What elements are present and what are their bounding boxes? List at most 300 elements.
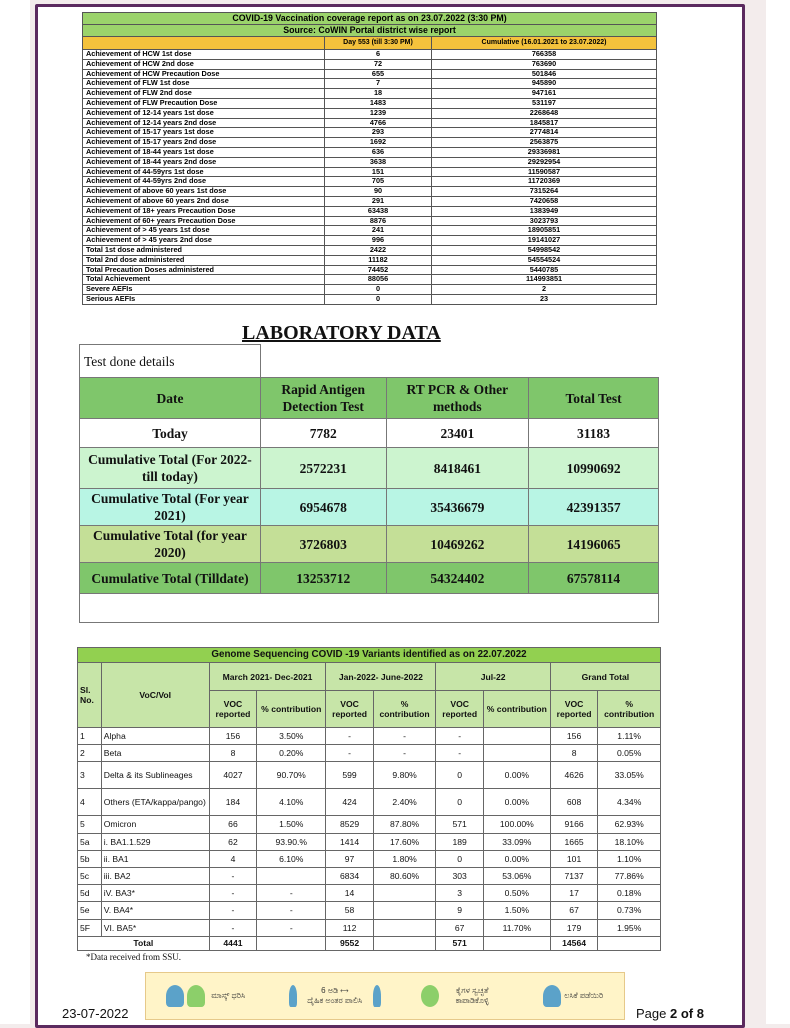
vacc-row xyxy=(83,216,657,226)
genome-cell-voc: 4 xyxy=(209,850,257,867)
genome-cell-pct: 33.09% xyxy=(483,833,550,850)
vacc-cell-day: 996 xyxy=(325,236,432,246)
vacc-cell-cumulative: 2774814 xyxy=(432,128,657,138)
genome-cell-voc: 424 xyxy=(326,789,374,816)
genome-cell-variant: V. BA4* xyxy=(101,902,209,919)
genome-sub-pct: % contribution xyxy=(483,691,550,728)
vacc-cell-cumulative: 54554524 xyxy=(432,255,657,265)
genome-cell-voc: 8529 xyxy=(326,816,374,833)
banner-distance-label: ದೈಹಿಕ ಅಂತರ ಪಾಲಿಸಿ xyxy=(307,996,363,1005)
genome-cell-voc: 599 xyxy=(326,762,374,789)
lab-row-label: Cumulative Total (for year 2020) xyxy=(80,526,261,563)
vacc-cell-day: 151 xyxy=(325,167,432,177)
vacc-cell-day: 2422 xyxy=(325,245,432,255)
genome-total-cell xyxy=(257,936,326,950)
vacc-cell-day: 0 xyxy=(325,294,432,304)
genome-cell-voc: - xyxy=(209,902,257,919)
banner-mask-group xyxy=(166,985,248,1007)
genome-cell-pct: 17.60% xyxy=(373,833,436,850)
genome-cell-voc: 9166 xyxy=(550,816,598,833)
vacc-cell-cumulative: 114993851 xyxy=(432,275,657,285)
vacc-row xyxy=(83,138,657,148)
genome-total-cell: 14564 xyxy=(550,936,598,950)
vaccination-source: Source: CoWIN Portal district wise report xyxy=(83,25,657,37)
genome-cell-variant: Others (ETA/kappa/pango) xyxy=(101,789,209,816)
genome-cell-pct: 80.60% xyxy=(373,867,436,884)
vacc-cell-cumulative: 19141027 xyxy=(432,236,657,246)
genome-cell-voc: 6834 xyxy=(326,867,374,884)
vacc-row xyxy=(83,50,657,60)
lab-caption-blank xyxy=(260,345,658,378)
genome-cell-voc: 9 xyxy=(436,902,484,919)
genome-cell-voc: 8 xyxy=(550,745,598,762)
footer-page-number xyxy=(636,1006,704,1021)
lab-cell-total: 67578114 xyxy=(529,563,659,594)
genome-row xyxy=(78,762,661,789)
vacc-cell-day: 8876 xyxy=(325,216,432,226)
vacc-cell-cumulative: 5440785 xyxy=(432,265,657,275)
vaccination-table xyxy=(82,12,657,305)
genome-cell-pct: 1.80% xyxy=(373,850,436,867)
banner-distance-text: 6 ಅಡಿ ⟷ ದೈಹಿಕ ಅಂತರ ಪಾಲಿಸಿ xyxy=(307,986,363,1005)
banner-vaccine-group xyxy=(543,985,604,1007)
banner-mask-text: ಮಾಸ್ಕ್ ಧರಿಸಿ xyxy=(211,991,246,1000)
genome-cell-voc: 571 xyxy=(436,816,484,833)
genome-cell-sl: 3 xyxy=(78,762,102,789)
genome-cell-pct: 87.80% xyxy=(373,816,436,833)
genome-cell-voc: 156 xyxy=(209,728,257,745)
genome-cell-pct: 4.10% xyxy=(257,789,326,816)
genome-cell-pct: 100.00% xyxy=(483,816,550,833)
genome-total-row xyxy=(78,936,661,950)
genome-sub-pct: % contribution xyxy=(373,691,436,728)
genome-cell-voc: 3 xyxy=(436,885,484,902)
genome-cell-pct: 4.34% xyxy=(598,789,661,816)
genome-cell-variant: ii. BA1 xyxy=(101,850,209,867)
vacc-cell-cumulative: 763690 xyxy=(432,59,657,69)
vacc-row-label: Achievement of 15-17 years 1st dose xyxy=(83,128,325,138)
genome-cell-pct: 90.70% xyxy=(257,762,326,789)
genome-cell-pct: 18.10% xyxy=(598,833,661,850)
vacc-cell-cumulative: 54998542 xyxy=(432,245,657,255)
genome-row xyxy=(78,902,661,919)
genome-cell-variant: Omicron xyxy=(101,816,209,833)
vacc-row xyxy=(83,98,657,108)
genome-row xyxy=(78,745,661,762)
vacc-row-label: Achievement of above 60 years 1st dose xyxy=(83,187,325,197)
lab-cell-rtpcr: 35436679 xyxy=(386,489,529,526)
lab-cell-rat: 13253712 xyxy=(260,563,386,594)
genome-row xyxy=(78,885,661,902)
genome-header-period: Jul-22 xyxy=(436,663,550,691)
genome-cell-voc: 4626 xyxy=(550,762,598,789)
vacc-cell-cumulative: 2563875 xyxy=(432,138,657,148)
vacc-row xyxy=(83,89,657,99)
footer-date: 23-07-2022 xyxy=(62,1006,129,1021)
person-icon xyxy=(289,985,297,1007)
vacc-row xyxy=(83,157,657,167)
genome-header-period: Jan-2022- June-2022 xyxy=(326,663,436,691)
vacc-cell-day: 1239 xyxy=(325,108,432,118)
genome-cell-pct: 93.90.% xyxy=(257,833,326,850)
genome-cell-voc: 303 xyxy=(436,867,484,884)
genome-cell-variant: Alpha xyxy=(101,728,209,745)
genome-cell-voc: 1414 xyxy=(326,833,374,850)
genome-cell-pct: - xyxy=(257,919,326,936)
vacc-cell-cumulative: 2268648 xyxy=(432,108,657,118)
genome-cell-pct: - xyxy=(373,728,436,745)
genome-total-label: Total xyxy=(78,936,210,950)
right-margin xyxy=(766,0,790,1024)
banner-distance-group xyxy=(289,985,381,1007)
lab-cell-rat: 6954678 xyxy=(260,489,386,526)
genome-cell-pct: 0.00% xyxy=(483,850,550,867)
vacc-row-label: Achievement of > 45 years 2nd dose xyxy=(83,236,325,246)
vacc-row xyxy=(83,108,657,118)
genome-cell-pct: - xyxy=(257,885,326,902)
vacc-row-label: Achievement of 18-44 years 1st dose xyxy=(83,147,325,157)
genome-cell-pct xyxy=(373,902,436,919)
genome-cell-pct: 0.00% xyxy=(483,762,550,789)
genome-cell-voc: 97 xyxy=(326,850,374,867)
genome-cell-pct: 0.18% xyxy=(598,885,661,902)
genome-cell-variant: VI. BA5* xyxy=(101,919,209,936)
lab-cell-rtpcr: 10469262 xyxy=(386,526,529,563)
genome-cell-pct: 0.50% xyxy=(483,885,550,902)
vacc-row-label: Achievement of 18+ years Precaution Dose xyxy=(83,206,325,216)
vacc-row xyxy=(83,275,657,285)
lab-caption: Test done details xyxy=(80,345,261,378)
genome-cell-sl: 5c xyxy=(78,867,102,884)
person-mask-icon xyxy=(166,985,184,1007)
lab-cell-total: 42391357 xyxy=(529,489,659,526)
genome-row xyxy=(78,850,661,867)
hand-wash-icon xyxy=(421,985,439,1007)
vacc-row xyxy=(83,167,657,177)
vacc-cell-cumulative: 1845817 xyxy=(432,118,657,128)
genome-cell-voc: 67 xyxy=(436,919,484,936)
vacc-cell-day: 74452 xyxy=(325,265,432,275)
vacc-row xyxy=(83,226,657,236)
genome-cell-sl: 5d xyxy=(78,885,102,902)
genome-cell-voc: 17 xyxy=(550,885,598,902)
genome-cell-pct: 11.70% xyxy=(483,919,550,936)
genome-header-period: March 2021- Dec-2021 xyxy=(209,663,326,691)
vacc-cell-day: 72 xyxy=(325,59,432,69)
genome-cell-variant: iii. BA2 xyxy=(101,867,209,884)
footer-page-prefix: Page xyxy=(636,1006,667,1021)
genome-cell-voc: - xyxy=(436,745,484,762)
genome-sub-voc: VOC reported xyxy=(550,691,598,728)
vacc-row xyxy=(83,177,657,187)
genome-header-sl: Sl. No. xyxy=(78,663,102,728)
genome-cell-sl: 5 xyxy=(78,816,102,833)
banner-vaccine-text: ಲಸಿಕೆ ಪಡೆಯಿರಿ xyxy=(564,991,604,1000)
vacc-cell-day: 4766 xyxy=(325,118,432,128)
genome-cell-voc: 0 xyxy=(436,762,484,789)
vacc-cell-cumulative: 23 xyxy=(432,294,657,304)
vacc-row-label: Total 1st dose administered xyxy=(83,245,325,255)
genome-sub-pct: % contribution xyxy=(598,691,661,728)
genome-cell-pct: 62.93% xyxy=(598,816,661,833)
vacc-row xyxy=(83,206,657,216)
vacc-cell-cumulative: 29336981 xyxy=(432,147,657,157)
genome-row xyxy=(78,919,661,936)
vacc-cell-day: 291 xyxy=(325,196,432,206)
footer-page-of: of xyxy=(680,1006,694,1021)
footer-page-total: 8 xyxy=(696,1006,704,1021)
genome-cell-variant: Delta & its Sublineages xyxy=(101,762,209,789)
genome-cell-pct: 1.50% xyxy=(483,902,550,919)
genome-cell-pct xyxy=(257,867,326,884)
vacc-row xyxy=(83,118,657,128)
genome-cell-pct: - xyxy=(373,745,436,762)
genome-cell-voc: 156 xyxy=(550,728,598,745)
genome-sub-voc: VOC reported xyxy=(436,691,484,728)
vacc-row-label: Achievement of HCW 1st dose xyxy=(83,50,325,60)
genome-cell-sl: 5F xyxy=(78,919,102,936)
vacc-cell-cumulative: 3023793 xyxy=(432,216,657,226)
vacc-row xyxy=(83,79,657,89)
person-icon xyxy=(373,985,381,1007)
genome-row xyxy=(78,789,661,816)
genome-cell-voc: 608 xyxy=(550,789,598,816)
vacc-cell-cumulative: 531197 xyxy=(432,98,657,108)
vacc-row-label: Achievement of above 60 years 2nd dose xyxy=(83,196,325,206)
vacc-row-label: Achievement of 60+ years Precaution Dose xyxy=(83,216,325,226)
vacc-cell-cumulative: 7315264 xyxy=(432,187,657,197)
vacc-row-label: Achievement of FLW Precaution Dose xyxy=(83,98,325,108)
genome-cell-pct: 33.05% xyxy=(598,762,661,789)
vacc-cell-day: 88056 xyxy=(325,275,432,285)
genome-cell-voc: - xyxy=(209,919,257,936)
banner-hands-group xyxy=(421,985,502,1007)
vacc-row xyxy=(83,187,657,197)
lab-cell-rat: 7782 xyxy=(260,419,386,448)
vacc-row-label: Serious AEFIs xyxy=(83,294,325,304)
vacc-cell-day: 293 xyxy=(325,128,432,138)
footer-page-current: 2 xyxy=(670,1006,678,1021)
genome-cell-pct: 9.80% xyxy=(373,762,436,789)
vacc-row xyxy=(83,196,657,206)
vacc-cell-cumulative: 1383949 xyxy=(432,206,657,216)
vacc-row-label: Achievement of FLW 2nd dose xyxy=(83,89,325,99)
genome-cell-pct: - xyxy=(257,902,326,919)
left-margin xyxy=(0,0,30,1024)
vacc-cell-day: 90 xyxy=(325,187,432,197)
genome-cell-voc: 112 xyxy=(326,919,374,936)
genome-row xyxy=(78,833,661,850)
genome-header-period: Grand Total xyxy=(550,663,660,691)
vacc-row xyxy=(83,236,657,246)
genome-cell-pct: 1.95% xyxy=(598,919,661,936)
genome-total-cell xyxy=(373,936,436,950)
vacc-cell-day: 0 xyxy=(325,285,432,295)
lab-header-total: Total Test xyxy=(529,378,659,419)
lab-row-label: Today xyxy=(80,419,261,448)
genome-cell-voc: 58 xyxy=(326,902,374,919)
lab-cell-rat: 3726803 xyxy=(260,526,386,563)
vacc-header-cumulative: Cumulative (16.01.2021 to 23.07.2022) xyxy=(432,37,657,50)
genome-cell-voc: - xyxy=(209,885,257,902)
lab-header-rat: Rapid Antigen Detection Test xyxy=(260,378,386,419)
genome-cell-pct xyxy=(373,885,436,902)
genome-cell-voc: 101 xyxy=(550,850,598,867)
genome-cell-sl: 1 xyxy=(78,728,102,745)
vacc-row xyxy=(83,69,657,79)
vacc-row-label: Total Achievement xyxy=(83,275,325,285)
vacc-row-label: Severe AEFIs xyxy=(83,285,325,295)
lab-cell-total: 10990692 xyxy=(529,448,659,489)
genome-cell-pct: 0.00% xyxy=(483,789,550,816)
genome-cell-sl: 2 xyxy=(78,745,102,762)
vacc-row-label: Achievement of > 45 years 1st dose xyxy=(83,226,325,236)
genome-cell-voc: - xyxy=(326,728,374,745)
lab-cell-rtpcr: 23401 xyxy=(386,419,529,448)
vaccine-icon xyxy=(543,985,561,1007)
genome-cell-pct: 1.11% xyxy=(598,728,661,745)
genome-cell-pct: 3.50% xyxy=(257,728,326,745)
genome-cell-voc: 1665 xyxy=(550,833,598,850)
genome-cell-pct: 1.50% xyxy=(257,816,326,833)
genome-cell-pct: 1.10% xyxy=(598,850,661,867)
lab-row-label: Cumulative Total (For 2022- till today) xyxy=(80,448,261,489)
vacc-cell-day: 705 xyxy=(325,177,432,187)
genome-cell-voc: - xyxy=(326,745,374,762)
genome-title: Genome Sequencing COVID -19 Variants identified as on 22.07.2022 xyxy=(78,648,661,663)
genome-cell-variant: iV. BA3* xyxy=(101,885,209,902)
lab-header-rtpcr: RT PCR & Other methods xyxy=(386,378,529,419)
vacc-row-label: Achievement of 12-14 years 2nd dose xyxy=(83,118,325,128)
lab-title: LABORATORY DATA xyxy=(242,322,441,344)
vacc-row xyxy=(83,294,657,304)
genome-cell-pct xyxy=(483,728,550,745)
vacc-row xyxy=(83,147,657,157)
genome-cell-voc: 67 xyxy=(550,902,598,919)
genome-cell-sl: 5e xyxy=(78,902,102,919)
genome-cell-voc: 4027 xyxy=(209,762,257,789)
lab-cell-rat: 2572231 xyxy=(260,448,386,489)
vacc-row-label: Achievement of 12-14 years 1st dose xyxy=(83,108,325,118)
vacc-cell-day: 18 xyxy=(325,89,432,99)
vacc-cell-day: 241 xyxy=(325,226,432,236)
genome-cell-pct xyxy=(483,745,550,762)
vacc-cell-cumulative: 945890 xyxy=(432,79,657,89)
vacc-cell-day: 7 xyxy=(325,79,432,89)
genome-cell-voc: 0 xyxy=(436,850,484,867)
genome-cell-pct: 6.10% xyxy=(257,850,326,867)
vacc-row-label: Total Precaution Doses administered xyxy=(83,265,325,275)
vacc-row-label: Achievement of 15-17 years 2nd dose xyxy=(83,138,325,148)
genome-total-cell xyxy=(483,936,550,950)
genome-total-cell: 9552 xyxy=(326,936,374,950)
lab-empty-row xyxy=(80,594,659,623)
vacc-cell-day: 655 xyxy=(325,69,432,79)
vacc-cell-cumulative: 766358 xyxy=(432,50,657,60)
genome-row xyxy=(78,867,661,884)
genome-cell-voc: - xyxy=(436,728,484,745)
genome-row xyxy=(78,816,661,833)
vacc-cell-cumulative: 18905851 xyxy=(432,226,657,236)
genome-cell-pct: 0.73% xyxy=(598,902,661,919)
vacc-row-label: Achievement of HCW 2nd dose xyxy=(83,59,325,69)
genome-total-cell: 4441 xyxy=(209,936,257,950)
genome-cell-voc: 179 xyxy=(550,919,598,936)
vacc-cell-cumulative: 7420658 xyxy=(432,196,657,206)
genome-cell-voc: 62 xyxy=(209,833,257,850)
vacc-cell-cumulative: 2 xyxy=(432,285,657,295)
vacc-row-label: Achievement of 18-44 years 2nd dose xyxy=(83,157,325,167)
vacc-cell-day: 63438 xyxy=(325,206,432,216)
genome-cell-sl: 4 xyxy=(78,789,102,816)
lab-cell-rtpcr: 8418461 xyxy=(386,448,529,489)
vacc-row xyxy=(83,245,657,255)
genome-cell-pct: 0.20% xyxy=(257,745,326,762)
lab-cell-total: 31183 xyxy=(529,419,659,448)
vacc-row-label: Achievement of FLW 1st dose xyxy=(83,79,325,89)
genome-sub-pct: % contribution xyxy=(257,691,326,728)
genome-cell-voc: 189 xyxy=(436,833,484,850)
genome-cell-pct: 0.05% xyxy=(598,745,661,762)
genome-cell-sl: 5a xyxy=(78,833,102,850)
genome-cell-voc: - xyxy=(209,867,257,884)
footnote: *Data received from SSU. xyxy=(86,952,181,962)
banner-distance-value: 6 ಅಡಿ xyxy=(321,986,339,995)
genome-cell-voc: 7137 xyxy=(550,867,598,884)
vacc-row xyxy=(83,59,657,69)
genome-sub-voc: VOC reported xyxy=(326,691,374,728)
vacc-row xyxy=(83,128,657,138)
vacc-cell-day: 1692 xyxy=(325,138,432,148)
vacc-cell-day: 3638 xyxy=(325,157,432,167)
vacc-cell-cumulative: 947161 xyxy=(432,89,657,99)
vacc-row-label: Total 2nd dose administered xyxy=(83,255,325,265)
vacc-row-label: Achievement of 44-59yrs 1st dose xyxy=(83,167,325,177)
vacc-cell-day: 1483 xyxy=(325,98,432,108)
vacc-row xyxy=(83,265,657,275)
genome-cell-voc: 0 xyxy=(436,789,484,816)
genome-cell-variant: i. BA1.1.529 xyxy=(101,833,209,850)
banner-hands-text: ಕೈಗಳ ಸ್ವಚ್ಛತೆ ಕಾಪಾಡಿಕೊಳ್ಳಿ xyxy=(455,986,489,1005)
lab-row-label: Cumulative Total (Tilldate) xyxy=(80,563,261,594)
vacc-cell-day: 11182 xyxy=(325,255,432,265)
genome-cell-pct: 53.06% xyxy=(483,867,550,884)
lab-table xyxy=(79,344,659,623)
vacc-header-day: Day 553 (till 3:30 PM) xyxy=(325,37,432,50)
vacc-cell-cumulative: 29292954 xyxy=(432,157,657,167)
vacc-cell-day: 636 xyxy=(325,147,432,157)
genome-cell-sl: 5b xyxy=(78,850,102,867)
lab-cell-rtpcr: 54324402 xyxy=(386,563,529,594)
genome-sub-voc: VOC reported xyxy=(209,691,257,728)
vacc-cell-cumulative: 501846 xyxy=(432,69,657,79)
genome-table xyxy=(77,647,661,951)
genome-cell-voc: 8 xyxy=(209,745,257,762)
vacc-cell-cumulative: 11590587 xyxy=(432,167,657,177)
vacc-cell-day: 6 xyxy=(325,50,432,60)
vacc-row xyxy=(83,285,657,295)
genome-cell-pct: 77.86% xyxy=(598,867,661,884)
genome-cell-pct xyxy=(373,919,436,936)
genome-row xyxy=(78,728,661,745)
genome-cell-voc: 66 xyxy=(209,816,257,833)
vacc-row-label: Achievement of 44-59yrs 2nd dose xyxy=(83,177,325,187)
person-mask-icon xyxy=(187,985,205,1007)
lab-row-label: Cumulative Total (For year 2021) xyxy=(80,489,261,526)
vacc-cell-cumulative: 11720369 xyxy=(432,177,657,187)
genome-cell-variant: Beta xyxy=(101,745,209,762)
vacc-row-label: Achievement of HCW Precaution Dose xyxy=(83,69,325,79)
